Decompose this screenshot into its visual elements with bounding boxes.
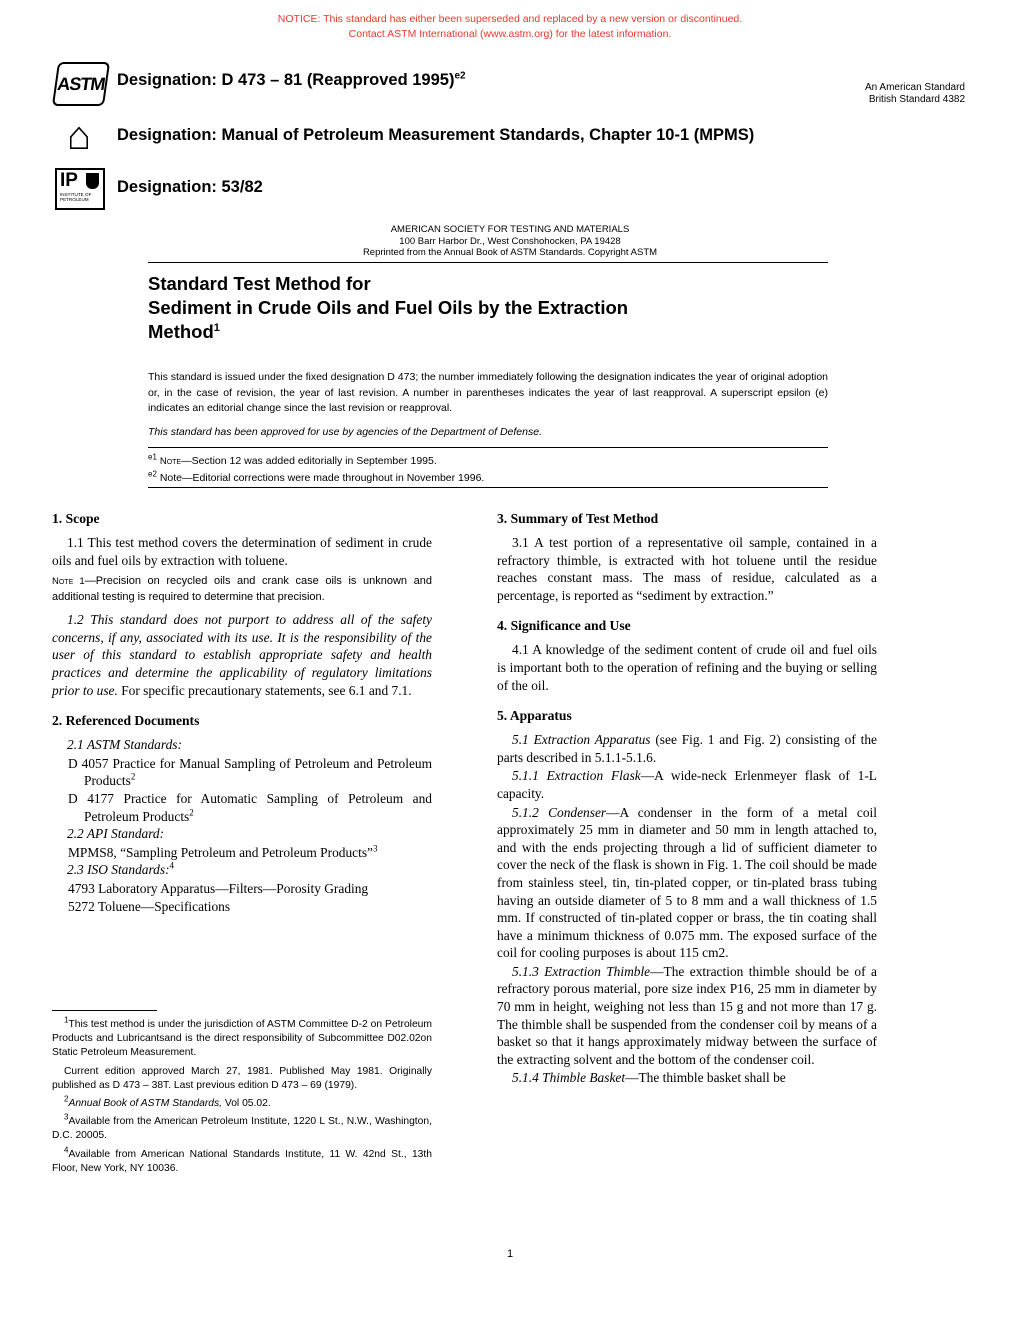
subheading-iso-standards-sup: 4	[169, 860, 175, 871]
footnote-divider	[52, 1010, 157, 1011]
subheading-api-standard: 2.2 API Standard:	[67, 826, 165, 842]
editorial-note-1-label: Note	[159, 456, 182, 467]
society-address	[0, 224, 1020, 259]
reference-iso-4793: 4793 Laboratory Apparatus—Filters—Porosity Grading	[68, 880, 369, 896]
footnote-edition-text: Current edition approved March 27, 1981. Published May 1981. Originally published as D 473 – 38T. Last previous edition D 473 – 69 (1979).	[52, 1065, 432, 1091]
paragraph-5-1-4-lead: 5.1.4 Thimble Basket	[512, 1070, 626, 1086]
reference-mpms8-sup: 3	[373, 843, 378, 854]
subheading-iso-standards	[52, 861, 432, 879]
footnote-2-sup: 2	[64, 1094, 69, 1104]
designation-astm	[117, 71, 466, 90]
paragraph-5-1-2-text: —A condenser in the form of a metal coil approximately 25 mm in diameter and 50 mm in length attached to, and with the ends projecting through a lid of sufficient diameter to cover the neck of the flask is shown in Fig. 1. The coil should be made from stainless steel, tin, tin-plated copper, or tin-plated brass tubing having an outside diameter of 5 to 8 mm and a wall thickness of 1.5 mm. If constructed of tin-plated copper or brass, the tin coating shall have a minimum thickness of 0.075 mm. The exposed surface of the coil for cooling purposes is about 115 cm2.	[497, 804, 877, 961]
editorial-note-2	[148, 470, 828, 486]
reference-mpms8-text: MPMS8, “Sampling Petroleum and Petroleum Products”	[68, 844, 373, 860]
reference-iso-5272: 5272 Toluene—Specifications	[68, 898, 231, 914]
reference-d4177-text: D 4177 Practice for Automatic Sampling of Petroleum and Petroleum Products	[68, 790, 432, 824]
designation-astm-sup: e2	[454, 70, 466, 82]
standard-origin	[865, 82, 965, 106]
reference-d4057-sup: 2	[130, 771, 136, 782]
footnote-2-italic: Annual Book of ASTM Standards,	[68, 1098, 223, 1110]
editorial-note-2-sup: e2	[148, 469, 157, 479]
section-heading-summary: 3. Summary of Test Method	[497, 511, 659, 526]
document-header	[55, 62, 965, 218]
ip-logo-icon: IP INSTITUTE OF PETROLEUM	[55, 168, 105, 210]
paragraph-5-1-3-lead: 5.1.3 Extraction Thimble	[512, 963, 651, 979]
header-row-mpms	[55, 114, 965, 168]
editorial-notes	[148, 453, 828, 486]
society-copyright: Reprinted from the Annual Book of ASTM Standards. Copyright ASTM	[362, 247, 658, 258]
editorial-note-2-text: —Editorial corrections were made throughout in November 1996.	[182, 472, 485, 484]
reference-d4057	[52, 755, 432, 790]
footnote-1-sup: 1	[64, 1015, 69, 1025]
paragraph-5-1-2	[497, 804, 877, 962]
section-heading-referenced-documents: 2. Referenced Documents	[52, 713, 200, 729]
section-heading-significance: 4. Significance and Use	[497, 618, 631, 634]
footnote-3-text: Available from the American Petroleum Institute, 1220 L St., N.W., Washington, D.C. 20005.	[52, 1116, 432, 1142]
designation-astm-text: Designation: D 473 – 81 (Reapproved 1995)	[117, 71, 455, 89]
notice-line-2: Contact ASTM International (www.astm.org) for the latest information.	[348, 28, 672, 40]
dod-approval-note: This standard has been approved for use by agencies of the Department of Defense.	[148, 426, 542, 438]
society-name: AMERICAN SOCIETY FOR TESTING AND MATERIALS	[390, 224, 630, 235]
footnote-4	[52, 1145, 432, 1176]
notice-banner	[0, 12, 1020, 42]
editorial-note-1-sup: e1	[148, 452, 157, 462]
paragraph-5-1-lead: 5.1 Extraction Apparatus	[512, 732, 651, 748]
reference-d4177	[52, 790, 432, 825]
british-standard-label: British Standard 4382	[868, 94, 965, 105]
page-number: 1	[506, 1248, 514, 1260]
notice-line-1: NOTICE: This standard has either been superseded and replaced by a new version or discontinued.	[277, 13, 743, 25]
footnote-edition	[52, 1065, 432, 1093]
standard-issue-note: This standard is issued under the fixed designation D 473; the number immediately following the designation indicates the year of original adoption or, in the case of revision, the year of last revision. A number in parentheses indicates the year of last reapproval. A superscript epsilon (e) indicates an editorial change since the last revision or reapproval.	[148, 371, 828, 414]
american-standard-label: An American Standard	[864, 82, 965, 93]
subheading-astm-standards: 2.1 ASTM Standards:	[67, 737, 182, 753]
paragraph-1-2-tail: For specific precautionary statements, see 6.1 and 7.1.	[117, 682, 412, 698]
note-1	[52, 574, 432, 605]
paragraph-1-2-italic: 1.2 This standard does not purport to address all of the safety concerns, if any, associated with its use. It is the responsibility of the user of this standard to establish appropriate safety and health practices and determine the applicability of regulatory limitations prior to use.	[52, 612, 432, 698]
footnotes	[52, 1015, 432, 1180]
paragraph-5-1-text: (see Fig. 1 and Fig. 2) consisting of the parts described in 5.1.1-5.1.6.	[497, 732, 877, 765]
paragraph-4-1: 4.1 A knowledge of the sediment content of crude oil and fuel oils is important both to the operation of refining and the buying or selling of the oil.	[497, 642, 877, 693]
paragraph-5-1-4-text: —The thimble basket shall be	[625, 1070, 786, 1086]
paragraph-5-1-1-lead: 5.1.1 Extraction Flask	[512, 768, 641, 784]
designation-ip: Designation: 53/82	[117, 178, 263, 196]
paragraph-3-1: 3.1 A test portion of a representative oil sample, contained in a refractory thimble, is extracted with hot toluene until the residue reaches constant mass. The mass of residue, calculated as a percentage, is reported as “sediment by extraction.”	[497, 535, 877, 603]
footnote-3-sup: 3	[64, 1112, 69, 1122]
footnote-1-text: This test method is under the jurisdiction of ASTM Committee D-2 on Petroleum Products and Lubricantsand is the direct responsibility of Subcommittee D02.02on Static Petroleum Measurement.	[52, 1019, 432, 1059]
editorial-note-2-label: Note	[159, 472, 183, 484]
footnote-2	[52, 1094, 432, 1111]
title-line-2: Sediment in Crude Oils and Fuel Oils by the Extraction	[148, 297, 629, 318]
paragraph-1-1: 1.1 This test method covers the determination of sediment in crude oils and fuel oils by extraction with toluene.	[52, 535, 432, 568]
title-footnote-marker: 1	[213, 321, 220, 334]
editorial-note-1-text: —Section 12 was added editorially in September 1995.	[181, 455, 437, 467]
footnote-2-text: Vol 05.02.	[222, 1098, 271, 1110]
note-1-text: —Precision on recycled oils and crank case oils is unknown and additional testing is required to determine that precision.	[52, 575, 432, 603]
reference-d4177-sup: 2	[189, 807, 194, 818]
header-row-ip	[55, 168, 965, 218]
title-line-1: Standard Test Method for	[148, 273, 371, 294]
header-divider-top	[148, 262, 828, 263]
paragraph-5-1-2-lead: 5.1.2 Condenser	[512, 804, 607, 820]
footnote-3	[52, 1112, 432, 1143]
designation-mpms: Designation: Manual of Petroleum Measurement Standards, Chapter 10-1 (MPMS)	[117, 126, 755, 144]
subheading-iso-standards-text: 2.3 ISO Standards:	[67, 862, 170, 878]
footnote-4-text: Available from American National Standards Institute, 11 W. 42nd St., 13th Floor, New York, NY 10036.	[52, 1148, 432, 1174]
paragraph-5-1-4	[497, 1069, 877, 1087]
astm-logo-icon: ASTM	[52, 62, 110, 106]
page-title	[148, 272, 848, 344]
paragraph-5-1-1-text: —A wide-neck Erlenmeyer flask of 1-L capacity.	[497, 768, 877, 801]
paragraph-1-2	[52, 611, 432, 699]
section-heading-scope: 1. Scope	[52, 511, 100, 526]
column-right	[497, 510, 877, 1088]
section-heading-apparatus: 5. Apparatus	[497, 708, 572, 724]
title-line-3-text: Method	[148, 321, 214, 342]
reference-d4057-text: D 4057 Practice for Manual Sampling of Petroleum and Petroleum Products	[68, 755, 432, 789]
title-line-3	[148, 320, 848, 344]
ip-shield-icon	[86, 173, 99, 189]
column-left	[52, 510, 432, 915]
footnote-1	[52, 1015, 432, 1061]
paragraph-5-1	[497, 731, 877, 766]
header-divider-bottom	[148, 487, 828, 488]
header-divider-mid	[148, 447, 828, 448]
api-logo-icon: ⌂	[66, 113, 91, 158]
editorial-note-1	[148, 453, 828, 470]
header-row-astm	[55, 62, 965, 114]
note-1-label: Note 1	[52, 576, 85, 588]
paragraph-5-1-3	[497, 963, 877, 1069]
paragraph-5-1-1	[497, 767, 877, 802]
paragraph-5-1-3-text: —The extraction thimble should be of a refractory porous material, pore size index P16, 25 mm in diameter by 70 mm in height, weighing not less than 15 g and not more than 17 g. The thimble shall be suspended from the condenser coil by means of a basket so that it hangs approximately midway between the surface of the extracting solvent and the bottom of the condenser coil.	[497, 963, 877, 1067]
reference-mpms8	[52, 844, 432, 862]
ip-logo-sub: INSTITUTE OF PETROLEUM	[60, 192, 92, 202]
society-address-line: 100 Barr Harbor Dr., West Conshohocken, PA 19428	[399, 235, 621, 247]
footnote-4-sup: 4	[64, 1145, 69, 1155]
